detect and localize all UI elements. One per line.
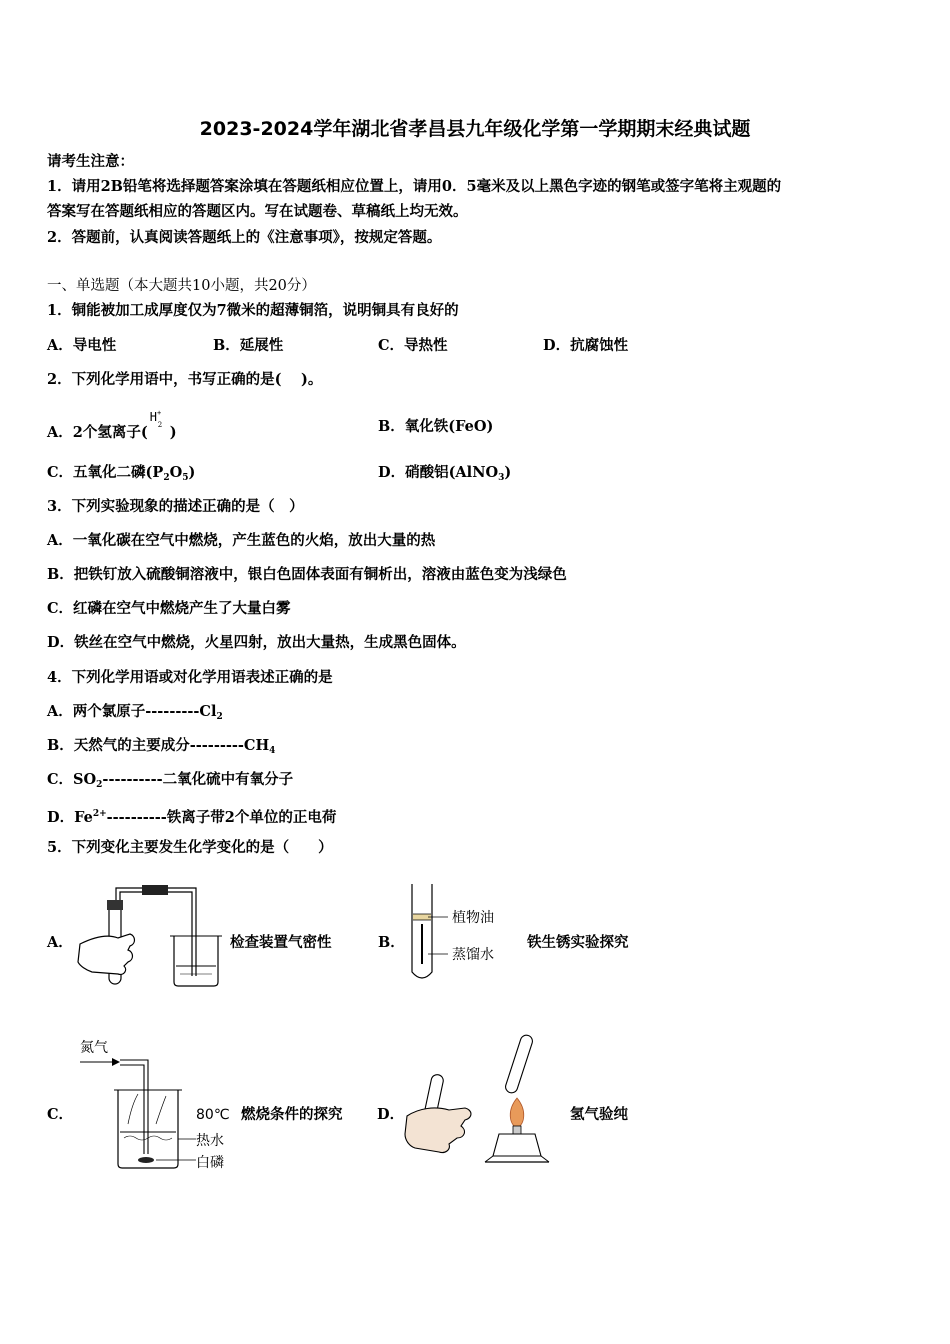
iron-rust-tube-image [408, 884, 518, 984]
q5-d-caption: 氢气验纯 [570, 1106, 628, 1123]
q5-option-a[interactable]: A． [47, 934, 73, 951]
q3-option-a[interactable]: A．一氧化碳在空气中燃烧，产生蓝色的火焰，放出大量的热 [47, 532, 436, 549]
q1-option-b[interactable]: B．延展性 [213, 337, 284, 354]
q4-option-c[interactable]: C．$SO_2----------$二氧化硫中有氧分子 [47, 771, 294, 790]
page-title: 2023-2024学年湖北省孝昌县九年级化学第一学期期末经典试题 [199, 118, 751, 140]
airtightness-apparatus-image [78, 880, 228, 990]
q4-option-a[interactable]: A．两个氯原子$---------Cl_2$ [47, 703, 223, 722]
q5-stem: 5．下列变化主要发生化学变化的是（ ） [47, 839, 333, 856]
q5-c-gas-label: 氮气 [80, 1040, 108, 1056]
q1-option-c[interactable]: C．导热性 [378, 337, 448, 354]
q2-stem: 2．下列化学用语中，书写正确的是( )。 [47, 371, 323, 388]
q2-option-a[interactable] [47, 409, 177, 443]
notice-line-1a: 1．请用2B铅笔将选择题答案涂填在答题纸相应位置上，请用0．5毫米及以上黑色字迹的钢笔或签字笔将主观题的 [47, 178, 782, 195]
q5-option-c[interactable]: C． [47, 1106, 74, 1123]
q5-b-label-oil: 植物油 [452, 910, 494, 926]
q5-c-white-phosphorus-label: 白磷 [196, 1155, 224, 1171]
q2-option-b[interactable]: B．氧化铁(FeO) [378, 418, 494, 435]
q5-a-caption: 检查装置气密性 [230, 934, 332, 951]
q2-option-d[interactable]: D．硝酸铝(AlNO$_3$) [378, 464, 512, 483]
q5-b-caption: 铁生锈实验探究 [527, 934, 629, 951]
hydrogen-purity-image [405, 1030, 555, 1170]
q5-c-hot-water-label: 热水 [196, 1133, 224, 1149]
q2-a-formula: H+ [149, 409, 162, 424]
q3-option-b[interactable]: B．把铁钉放入硫酸铜溶液中，银白色固体表面有铜析出，溶液由蓝色变为浅绿色 [47, 566, 567, 583]
q2-option-c[interactable]: C．五氧化二磷$(P_2O_5)$ [47, 464, 196, 483]
q1-option-a[interactable]: A．导电性 [47, 337, 117, 354]
q2-a-text: A．2个氢离子( [47, 424, 148, 441]
q1-option-d[interactable]: D．抗腐蚀性 [543, 337, 629, 354]
q4-stem: 4．下列化学用语或对化学用语表述正确的是 [47, 669, 333, 686]
q1-stem: 1．铜能被加工成厚度仅为7微米的超薄铜箔，说明铜具有良好的 [47, 302, 459, 319]
q2-a-close: ) [169, 424, 177, 441]
q5-c-temp-label: 80℃ [196, 1107, 230, 1123]
q3-option-d[interactable]: D．铁丝在空气中燃烧，火星四射，放出大量热，生成黑色固体。 [47, 634, 466, 651]
notice-line-1b: 答案写在答题纸相应的答题区内。写在试题卷、草稿纸上均无效。 [47, 203, 468, 220]
q2-a-sub: 2 [157, 421, 163, 429]
q3-stem: 3．下列实验现象的描述正确的是（ ） [47, 498, 304, 515]
notice-heading: 请考生注意： [47, 153, 134, 170]
q5-b-label-water: 蒸馏水 [452, 947, 494, 963]
q5-option-b[interactable]: B． [378, 934, 405, 951]
q4-option-d[interactable]: D．$Fe^{2+}----------$铁离子带2个单位的正电荷 [47, 809, 337, 826]
section-heading: 一、单选题（本大题共10小题，共20分） [47, 278, 316, 294]
q5-option-d[interactable]: D． [377, 1106, 405, 1123]
q3-option-c[interactable]: C．红磷在空气中燃烧产生了大量白雾 [47, 600, 291, 617]
notice-line-2: 2．答题前，认真阅读答题纸上的《注意事项》，按规定答题。 [47, 229, 442, 246]
q4-option-b[interactable]: B．天然气的主要成分$---------CH_4$ [47, 737, 276, 756]
q5-c-caption: 燃烧条件的探究 [241, 1106, 343, 1123]
